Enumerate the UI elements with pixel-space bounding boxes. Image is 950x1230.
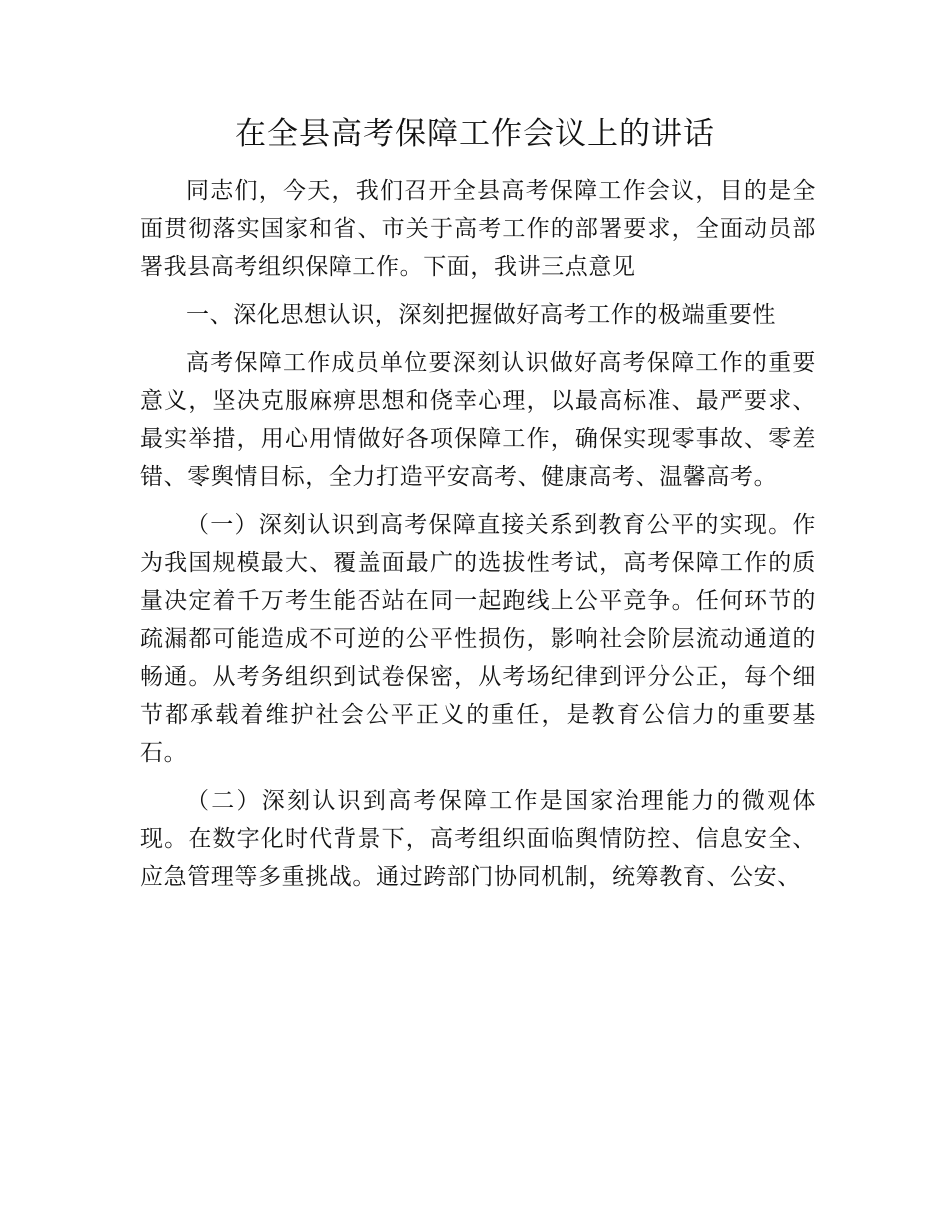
paragraph-point-2: （二）深刻认识到高考保障工作是国家治理能力的微观体现。在数字化时代背景下，高考组织面临舆情防控、信息安全、应急管理等多重挑战。通过跨部门协同机制，统筹教育、公安、 [140,788,816,890]
paragraph-opening: 同志们，今天，我们召开全县高考保障工作会议，目的是全面贯彻落实国家和省、市关于高考工作的部署要求，全面动员部署我县高考组织保障工作。下面，我讲三点意见 [140,178,816,280]
paragraph-section-1-intro: 高考保障工作成员单位要深刻认识做好高考保障工作的重要意义，坚决克服麻痹思想和侥幸心理，以最高标准、最严要求、最实举措，用心用情做好各项保障工作，确保实现零事故、零差错、零舆情目标，全力打造平安高考、健康高考、温馨高考。 [140,350,816,490]
section-heading-1: 一、深化思想认识，深刻把握做好高考工作的极端重要性 [186,302,776,328]
document-title: 在全县高考保障工作会议上的讲话 [235,116,715,152]
document-body [140,172,816,906]
paragraph-point-1: （一）深刻认识到高考保障直接关系到教育公平的实现。作为我国规模最大、覆盖面最广的选拔性考试，高考保障工作的质量决定着千万考生能否站在同一起跑线上公平竞争。任何环节的疏漏都可能造成不可逆的公平性损伤，影响社会阶层流动通道的畅通。从考务组织到试卷保密，从考场纪律到评分公正，每个细节都承载着维护社会公平正义的重任，是教育公信力的重要基石。 [140,512,816,766]
